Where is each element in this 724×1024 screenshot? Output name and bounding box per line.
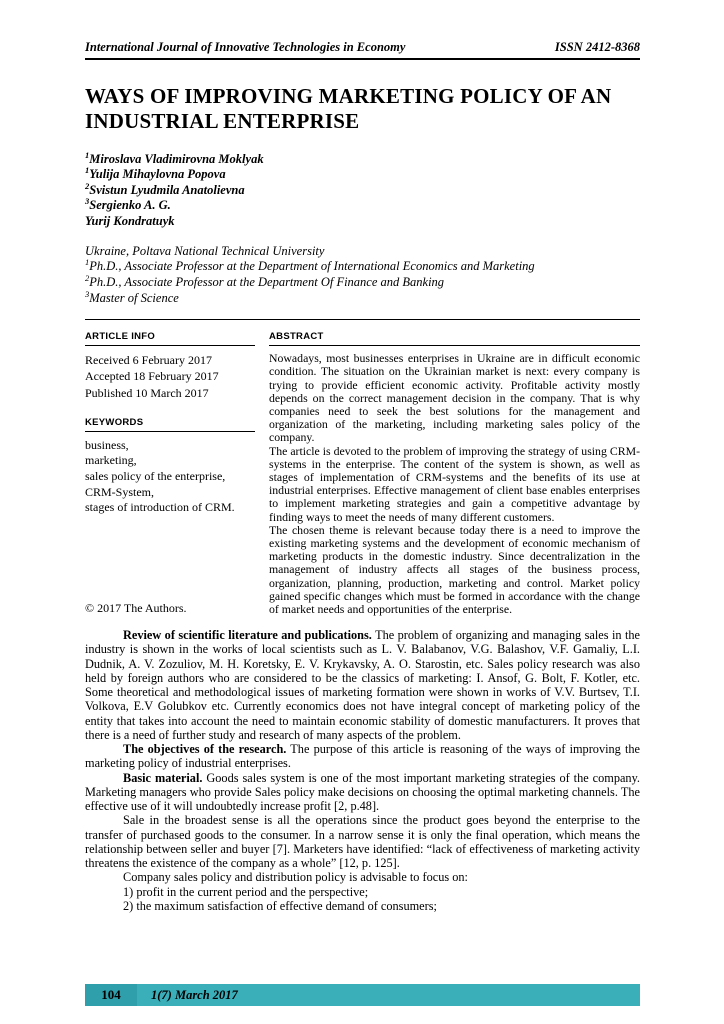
paragraph-text: 2) the maximum satisfaction of effective demand of consumers;: [123, 898, 437, 913]
paragraph-text: The problem of organizing and managing sales in the industry is shown in the works of local scientists such as L. V. Balabanov, V.G. Balashov, V.F. Gamaliy, L.I. Dudnik, A. V. Zozuliov, M. H. Koretsky, E. V. Krykavsky, A. O. Starostin, etc. Sales policy research was also held by foreign authors who are considered to be the classics of marketing: I. Ansof, G. Bolt, F. Kotler, etc. Some theoretical and methodological issues of marketing formation were shown in works of V.V. Burtsev, T.I. Volkova, E.V Golubkov etc. Currently economics does not have integral concept of marketing policy of the entity that takes into account the need to maintain economic stability of domestic manufacturers. It proves that there is a need of further study and research of many aspects of the problem.: [85, 628, 640, 742]
abstract-paragraph: The chosen theme is relevant because today there is a need to improve the existing marketing systems and the development of economic mechanism of marketing products in the domestic industry. Since decentralization in the management of industry affects all stages of the business process, organization, planning, production, marketing and control. Market policy gained specific changes which must be formed in accordance with the change of market needs and opportunities of the enterprise.: [269, 522, 640, 617]
affil-mark: 1: [85, 257, 90, 268]
abstract-text: [269, 352, 640, 616]
paragraph-text: 1) profit in the current period and the perspective;: [123, 884, 369, 899]
body-paragraph: [85, 742, 640, 771]
copyright-notice: © 2017 The Authors.: [85, 601, 187, 616]
affiliation-text: Ukraine, Poltava National Technical University: [85, 243, 325, 258]
section-divider: [85, 319, 640, 320]
paragraph-lead: Review of scientific literature and publications.: [123, 628, 372, 643]
keywords-heading: KEYWORDS: [85, 417, 255, 432]
author-affil-mark: 1: [85, 165, 90, 175]
author-affil-mark: 2: [85, 180, 90, 191]
accepted-date: Accepted 18 February 2017: [85, 369, 219, 384]
keywords-list: [85, 438, 255, 516]
body-paragraph: [85, 771, 640, 814]
abstract-heading: ABSTRACT: [269, 331, 640, 346]
author-line: [85, 180, 640, 199]
author-name: Yulija Mihaylovna Popova: [89, 167, 226, 182]
keyword-item: sales policy of the enterprise,: [85, 468, 226, 483]
affil-mark: 3: [85, 288, 90, 299]
affiliation-line: [85, 244, 640, 260]
affiliation-line: [85, 272, 640, 291]
author-affil-mark: 1: [85, 149, 90, 160]
journal-header: [85, 40, 640, 60]
author-line: [85, 167, 640, 183]
author-line: [85, 149, 640, 168]
issn-label: ISSN 2412-8368: [554, 40, 640, 54]
affiliation-line: [85, 288, 640, 307]
affiliation-text: Ph.D., Associate Professor at the Department of International Economics and Marketing: [89, 259, 535, 274]
abstract-paragraph: Nowadays, most businesses enterprises in Ukraine are in difficult economic condition. The situation on the Ukrainian market is next: every company is trying to provide efficient economic activity. Profitable activity mostly depends on the correct management decision in the company. That is why companies need to seek the best solutions for the management and organization of the marketing, including marketing sales policy of the company.: [269, 351, 640, 445]
paragraph-text: Goods sales system is one of the most important marketing strategies of the company. Marketing managers who provide Sales policy make decisions on choosing the optimal marketing channels. The effective use of it will undoubtedly increase profit [2, p.48].: [85, 770, 640, 814]
journal-name: International Journal of Innovative Technologies in Economy: [85, 40, 406, 54]
affiliation-text: Master of Science: [89, 290, 179, 305]
abstract-paragraph: The article is devoted to the problem of improving the strategy of using CRM-systems in the enterprise. The content of the system is shown, as well as stages of implementation of CRM-systems and the benefits of its use at industrial enterprises. Effective management of client base enables enterprises to implement marketing strategies and gain a competitive advantage by finding ways to meet the needs of many different customers.: [269, 443, 640, 524]
body-paragraph: [85, 870, 640, 884]
body-list-item: [85, 885, 640, 899]
affiliation-text: Ph.D., Associate Professor at the Department Of Finance and Banking: [89, 274, 445, 289]
paragraph-text: The purpose of this article is reasoning of the ways of improving the marketing policy of industrial enterprises.: [85, 742, 640, 771]
keyword-item: marketing,: [85, 453, 137, 468]
authors-block: [85, 149, 640, 230]
author-name: Svistun Lyudmila Anatolievna: [89, 182, 245, 197]
affil-mark: 2: [85, 272, 90, 283]
keyword-item: business,: [85, 437, 129, 452]
info-abstract-section: [85, 331, 640, 616]
issue-label: 1(7) March 2017: [151, 987, 238, 1002]
body-list-item: [85, 899, 640, 913]
author-line: [85, 214, 640, 230]
article-dates: [85, 352, 255, 401]
article-info-heading: ARTICLE INFO: [85, 331, 255, 346]
author-name: Miroslava Vladimirovna Moklyak: [89, 151, 264, 166]
article-info-column: [85, 331, 255, 616]
paragraph-lead: Basic material.: [123, 770, 203, 785]
paper-title: WAYS OF IMPROVING MARKETING POLICY OF AN INDUSTRIAL ENTERPRISE: [85, 84, 612, 133]
abstract-column: [269, 331, 640, 616]
article-body: [85, 628, 640, 913]
received-date: Received 6 February 2017: [85, 353, 212, 368]
author-affil-mark: 3: [85, 196, 90, 207]
published-date: Published 10 March 2017: [85, 385, 209, 400]
body-paragraph: [85, 628, 640, 742]
author-name: Sergienko A. G.: [89, 198, 171, 213]
author-name: Yurij Kondratuyk: [85, 214, 175, 229]
page-number: 104: [85, 984, 137, 1006]
author-line: [85, 198, 640, 214]
page-footer: [85, 984, 640, 1006]
keyword-item: stages of introduction of CRM.: [85, 500, 235, 515]
affiliation-line: [85, 259, 640, 275]
paragraph-text: Sale in the broadest sense is all the operations since the product goes beyond the enterprise to the transfer of purchased goods to the consumer. In a narrow sense it is only the final operation, which means the relationship between seller and buyer [7]. Marketers have identified: “lack of effectiveness of marketing activity threatens the existence of the company as a whole” [12, p. 125].: [85, 813, 640, 871]
paragraph-text: Company sales policy and distribution policy is advisable to focus on:: [123, 870, 468, 885]
affiliations-block: [85, 244, 640, 307]
keyword-item: CRM-System,: [85, 484, 155, 499]
paragraph-lead: The objectives of the research.: [123, 742, 287, 757]
body-paragraph: [85, 813, 640, 870]
